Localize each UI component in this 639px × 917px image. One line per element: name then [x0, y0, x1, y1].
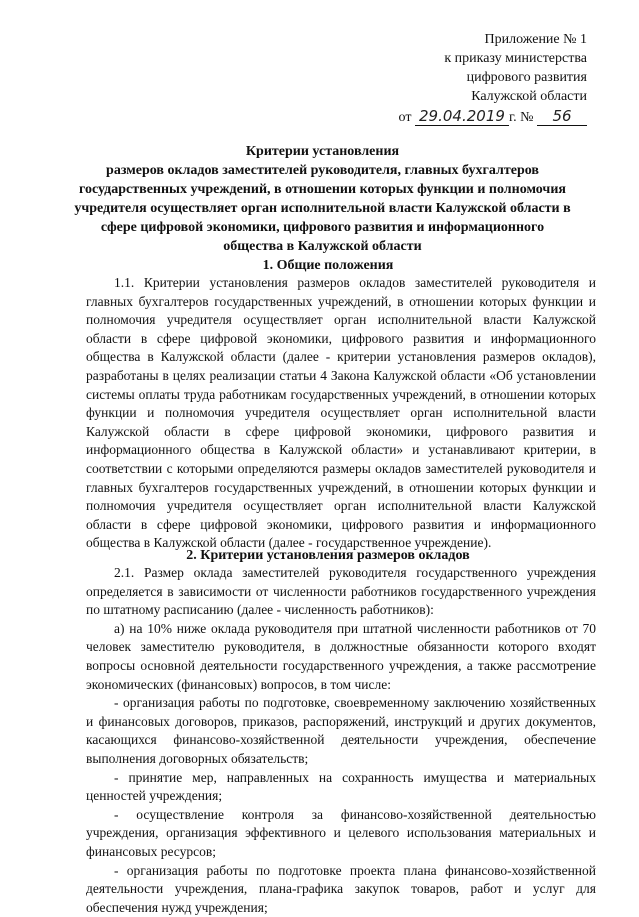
paragraph: а) на 10% ниже оклада руководителя при штатной численности работников от 70 человек заместителю руководителя, в должностные обязанности которого входят вопросы основной деятельности государственного учреждения, а также рассмотрение экономических (финансовых) вопросов, в том числе: [86, 620, 596, 694]
title-line: государственных учреждений, в отношении которых функции и полномочия [60, 180, 585, 199]
appendix-line: Калужской области [399, 87, 587, 106]
title-line: Критерии установления [60, 142, 585, 161]
list-item: - принятие мер, направленных на сохранность имущества и материальных ценностей учреждения; [86, 769, 596, 806]
appendix-dateline [399, 108, 587, 127]
appendix-line: Приложение № 1 [399, 30, 587, 49]
list-item: - организация работы по подготовке, своевременному заключению хозяйственных и финансовых договоров, приказов, распоряжений, инструкций и других документов, касающихся финансово-хозяйственной деятельности учреждения, обеспечение выполнения договорных обязательств; [86, 694, 596, 768]
title-line: размеров окладов заместителей руководителя, главных бухгалтеров [60, 161, 585, 180]
section-1-heading: 1. Общие положения [60, 258, 596, 274]
title-line: общества в Калужской области [60, 237, 585, 256]
section-2-body [86, 564, 596, 917]
appendix-line: цифрового развития [399, 68, 587, 87]
list-item: - осуществление контроля за финансово-хозяйственной деятельностью учреждения, организация эффективного и целевого использования материальных и финансовых ресурсов; [86, 806, 596, 862]
handwritten-date: 29.04.2019 [415, 108, 509, 126]
document-title [60, 142, 585, 256]
title-line: сфере цифровой экономики, цифрового развития и информационного [60, 218, 585, 237]
appendix-line: к приказу министерства [399, 49, 587, 68]
paragraph: 1.1. Критерии установления размеров окладов заместителей руководителя и главных бухгалтеров государственных учреждений, в отношении которых функции и полномочия учредителя осуществляет орган исполнительной власти Калужской области в сфере цифровой экономики, цифрового развития и информационного общества в Калужской области (далее - критерии установления размеров окладов), разработаны в целях реализации статьи 4 Закона Калужской области «Об установлении системы оплаты труда работникам государственных учреждений, в отношении которых функции и полномочия учредителя осуществляет орган исполнительной власти Калужской области в сфере цифровой экономики, цифрового развития и информационного общества в Калужской области» и устанавливают критерии, в соответствии с которыми определяются размеры окладов заместителей руководителя и главных бухгалтеров государственных учреждений, в отношении которых функции и полномочия учредителя осуществляет орган исполнительной власти Калужской области в сфере цифровой экономики, цифрового развития и информационного общества в Калужской области (далее - государственное учреждение). [86, 274, 596, 553]
handwritten-number: 56 [537, 108, 587, 126]
appendix-block [399, 30, 587, 127]
section-1-body [86, 274, 596, 553]
title-line: учредителя осуществляет орган исполнительной власти Калужской области в [60, 199, 585, 218]
year-suffix: г. № [509, 110, 534, 125]
paragraph: 2.1. Размер оклада заместителей руководителя государственного учреждения определяется в зависимости от численности работников государственного учреждения по штатному расписанию (далее - численность работников): [86, 564, 596, 620]
section-2-heading: 2. Критерии установления размеров окладов [60, 548, 596, 564]
list-item: - организация работы по подготовке проекта плана финансово-хозяйственной деятельности учреждения, плана-графика закупок товаров, работ и услуг для обеспечения нужд учреждения; [86, 862, 596, 917]
date-prefix: от [399, 110, 412, 125]
